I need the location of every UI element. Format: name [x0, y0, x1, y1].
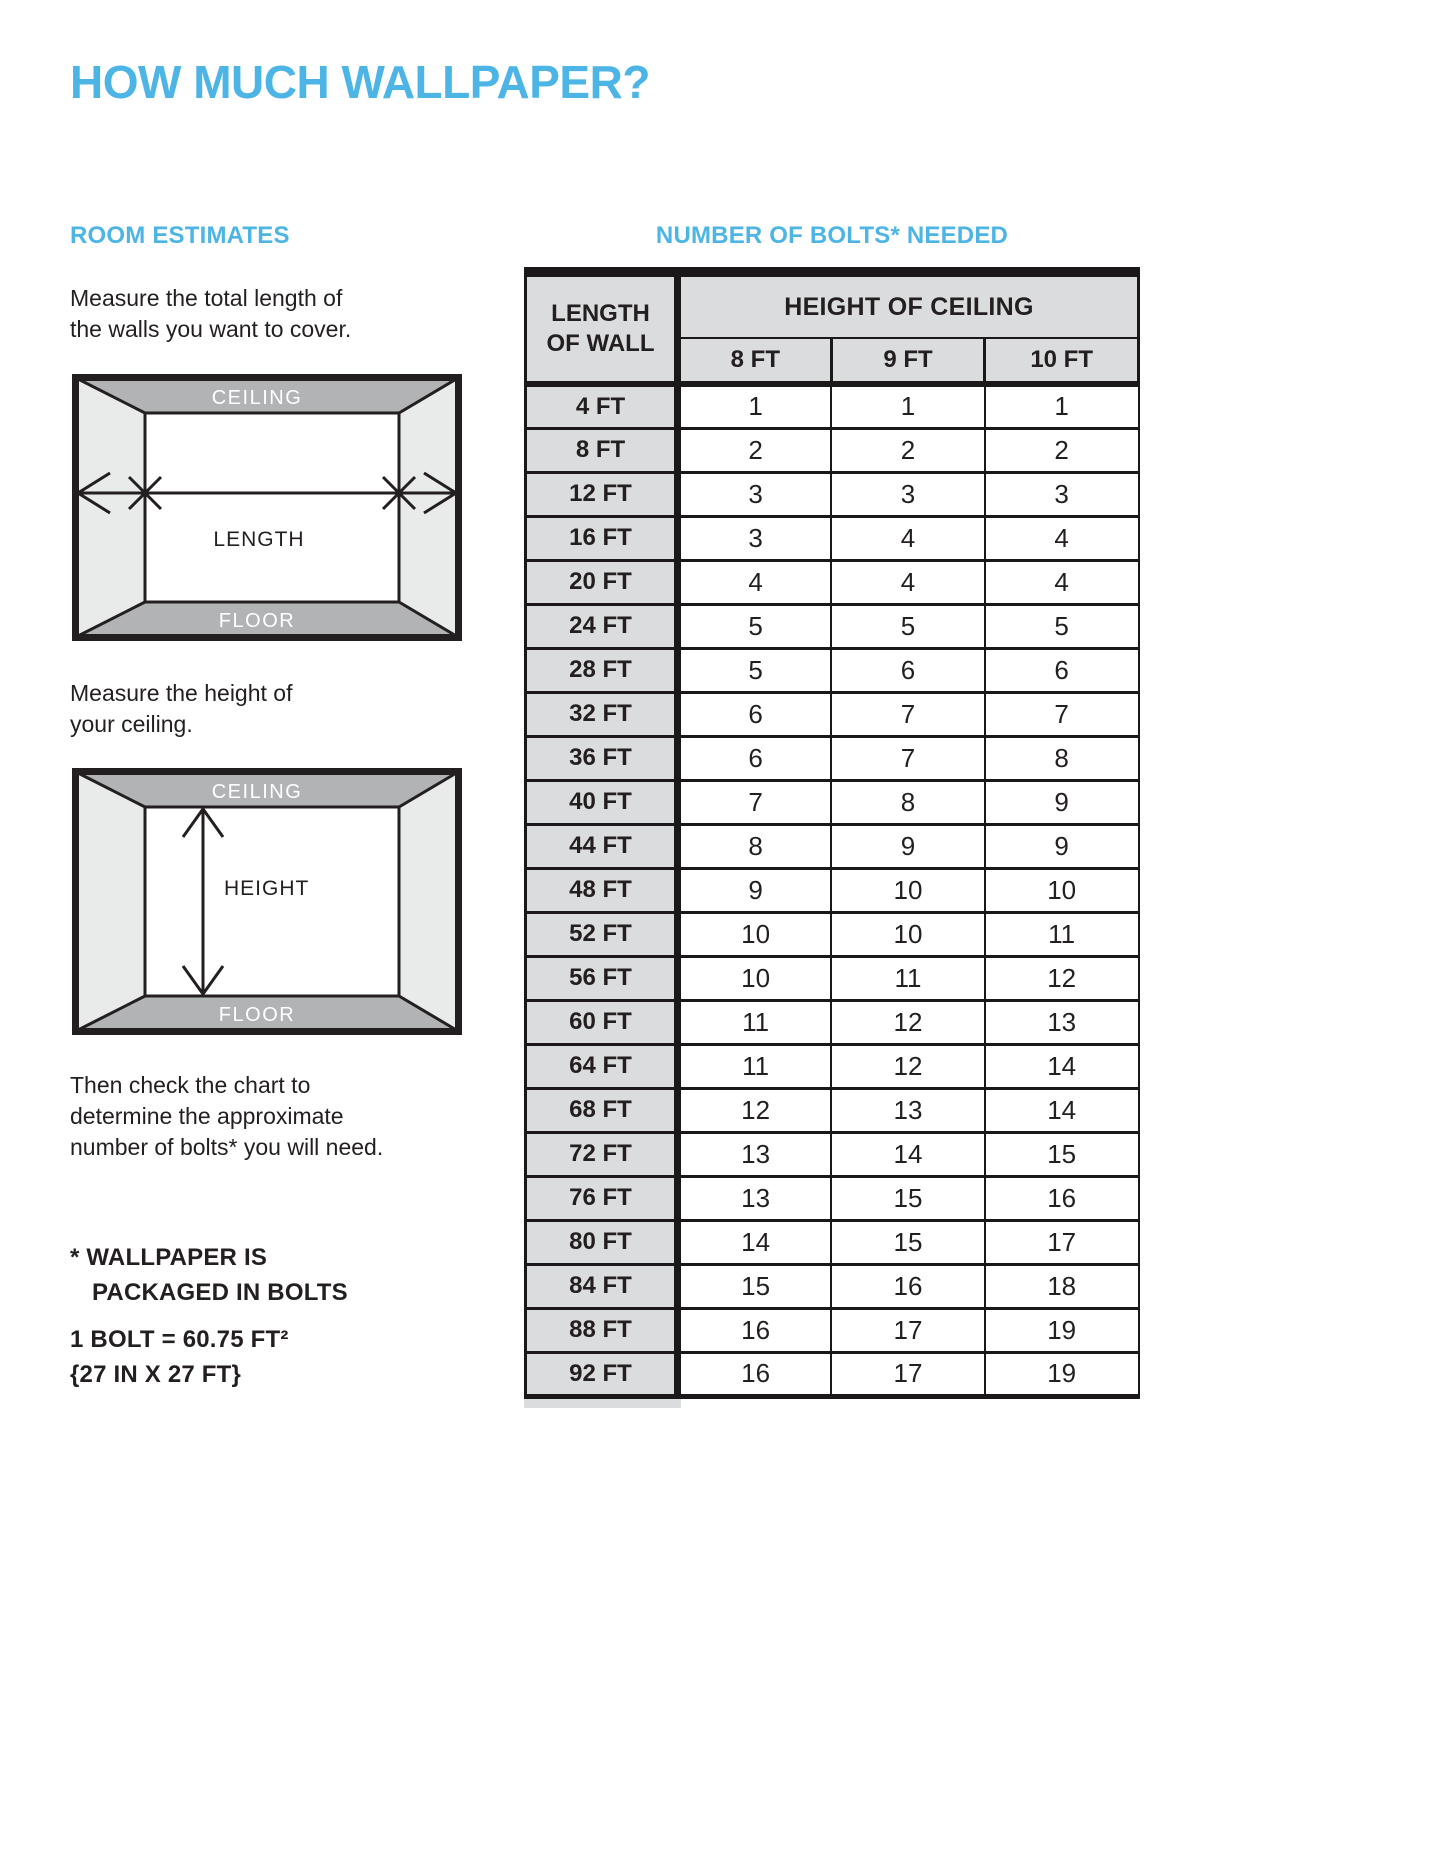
bolts-table-heading: NUMBER OF BOLTS* NEEDED [655, 222, 1009, 249]
row-label-wall-length: 16 FT [526, 516, 678, 560]
instruction-line: Then check the chart to [70, 1072, 311, 1098]
row-label-wall-length: 52 FT [526, 912, 678, 956]
bolt-count-cell: 8 [985, 736, 1139, 780]
table-row [526, 648, 1139, 692]
bolt-count-cell: 1 [678, 384, 832, 428]
bolt-count-cell: 19 [985, 1308, 1139, 1352]
row-label-wall-length: 60 FT [526, 1000, 678, 1044]
bolt-count-cell: 9 [831, 824, 985, 868]
bolt-count-cell: 15 [831, 1220, 985, 1264]
bolt-count-cell: 4 [985, 560, 1139, 604]
table-row [526, 912, 1139, 956]
bolt-count-cell: 16 [678, 1352, 832, 1396]
bolt-count-cell: 13 [831, 1088, 985, 1132]
row-label-wall-length: 24 FT [526, 604, 678, 648]
bolt-count-cell: 16 [831, 1264, 985, 1308]
corner-header-length-of-wall [526, 272, 678, 384]
bolt-count-cell: 13 [678, 1132, 832, 1176]
corner-header-line: LENGTH [551, 300, 650, 327]
instruction-line: number of bolts* you will need. [70, 1134, 384, 1160]
table-row [526, 956, 1139, 1000]
bolt-count-cell: 11 [678, 1000, 832, 1044]
bolt-count-cell: 7 [678, 780, 832, 824]
bolt-count-cell: 4 [678, 560, 832, 604]
bolt-count-cell: 10 [831, 912, 985, 956]
height-label: HEIGHT [224, 877, 310, 900]
bolt-count-cell: 12 [831, 1044, 985, 1088]
footnote-line: * WALLPAPER IS [70, 1244, 268, 1271]
bolt-count-cell: 14 [678, 1220, 832, 1264]
instruction-step-2 [70, 678, 292, 740]
table-row [526, 824, 1139, 868]
bolt-count-cell: 5 [985, 604, 1139, 648]
bolt-count-cell: 8 [678, 824, 832, 868]
instruction-step-1 [70, 283, 351, 345]
table-row [526, 560, 1139, 604]
row-label-wall-length: 32 FT [526, 692, 678, 736]
bolt-count-cell: 3 [831, 472, 985, 516]
table-row [526, 604, 1139, 648]
row-label-wall-length: 84 FT [526, 1264, 678, 1308]
bolt-count-cell: 7 [831, 692, 985, 736]
ceiling-label: CEILING [211, 781, 303, 803]
wallpaper-bolts-footnote [70, 1240, 348, 1310]
instruction-line: Measure the total length of [70, 285, 343, 311]
floor-label: FLOOR [218, 610, 296, 632]
length-label: LENGTH [213, 528, 305, 551]
column-header-8ft: 8 FT [678, 338, 832, 384]
bolt-size-line: {27 IN X 27 FT} [70, 1361, 242, 1388]
bolt-count-cell: 9 [985, 824, 1139, 868]
table-row [526, 1044, 1139, 1088]
bolts-table [524, 267, 1140, 1399]
row-label-wall-length: 20 FT [526, 560, 678, 604]
table-row [526, 1264, 1139, 1308]
table-row [526, 1308, 1139, 1352]
row-label-wall-length: 4 FT [526, 384, 678, 428]
bolt-count-cell: 12 [831, 1000, 985, 1044]
bolt-count-cell: 18 [985, 1264, 1139, 1308]
bolt-count-cell: 9 [985, 780, 1139, 824]
right-wall [399, 378, 458, 637]
bolt-count-cell: 17 [985, 1220, 1139, 1264]
bolt-count-cell: 5 [678, 604, 832, 648]
row-label-wall-length: 80 FT [526, 1220, 678, 1264]
row-label-wall-length: 8 FT [526, 428, 678, 472]
room-estimates-heading: ROOM ESTIMATES [70, 222, 290, 249]
bolt-count-cell: 11 [831, 956, 985, 1000]
table-gray-tail [524, 1399, 681, 1408]
footnote-line: PACKAGED IN BOLTS [92, 1279, 348, 1306]
bolt-count-cell: 2 [678, 428, 832, 472]
bolt-count-cell: 11 [985, 912, 1139, 956]
table-row [526, 1352, 1139, 1396]
bolt-count-cell: 4 [831, 560, 985, 604]
bolt-count-cell: 14 [831, 1132, 985, 1176]
bolt-count-cell: 4 [831, 516, 985, 560]
table-group-header-row [526, 272, 1139, 338]
left-wall [76, 378, 145, 637]
table-row [526, 1132, 1139, 1176]
bolt-count-cell: 10 [678, 956, 832, 1000]
bolt-count-cell: 4 [985, 516, 1139, 560]
instruction-line: the walls you want to cover. [70, 316, 352, 342]
group-header-height-of-ceiling: HEIGHT OF CEILING [678, 272, 1139, 338]
table-row [526, 1176, 1139, 1220]
bolt-count-cell: 13 [678, 1176, 832, 1220]
room-length-diagram [72, 374, 462, 641]
row-label-wall-length: 36 FT [526, 736, 678, 780]
table-row [526, 428, 1139, 472]
bolt-count-cell: 6 [678, 692, 832, 736]
table-row [526, 868, 1139, 912]
bolts-table-body [526, 384, 1139, 1396]
bolt-count-cell: 17 [831, 1352, 985, 1396]
bolt-count-cell: 6 [678, 736, 832, 780]
row-label-wall-length: 44 FT [526, 824, 678, 868]
bolt-count-cell: 12 [985, 956, 1139, 1000]
column-header-9ft: 9 FT [831, 338, 985, 384]
instruction-line: your ceiling. [70, 711, 193, 737]
bolt-count-cell: 15 [831, 1176, 985, 1220]
table-row [526, 736, 1139, 780]
page-title: HOW MUCH WALLPAPER? [70, 56, 650, 108]
table-row [526, 384, 1139, 428]
row-label-wall-length: 76 FT [526, 1176, 678, 1220]
bolt-count-cell: 5 [678, 648, 832, 692]
bolt-count-cell: 16 [678, 1308, 832, 1352]
table-row [526, 472, 1139, 516]
bolt-count-cell: 2 [831, 428, 985, 472]
row-label-wall-length: 28 FT [526, 648, 678, 692]
bolt-count-cell: 5 [831, 604, 985, 648]
bolt-count-cell: 6 [831, 648, 985, 692]
bolt-count-cell: 10 [678, 912, 832, 956]
bolt-count-cell: 7 [831, 736, 985, 780]
instruction-line: Measure the height of [70, 680, 293, 706]
bolt-count-cell: 12 [678, 1088, 832, 1132]
left-wall [76, 772, 145, 1031]
bolt-count-cell: 14 [985, 1044, 1139, 1088]
bolt-count-cell: 13 [985, 1000, 1139, 1044]
bolt-count-cell: 3 [678, 516, 832, 560]
row-label-wall-length: 68 FT [526, 1088, 678, 1132]
back-wall [145, 413, 399, 602]
bolt-count-cell: 1 [985, 384, 1139, 428]
bolt-count-cell: 10 [985, 868, 1139, 912]
bolt-count-cell: 6 [985, 648, 1139, 692]
instruction-line: determine the approximate [70, 1103, 344, 1129]
bolt-count-cell: 14 [985, 1088, 1139, 1132]
bolt-count-cell: 1 [831, 384, 985, 428]
bolt-count-cell: 2 [985, 428, 1139, 472]
bolt-count-cell: 3 [985, 472, 1139, 516]
column-header-10ft: 10 FT [985, 338, 1139, 384]
bolt-count-cell: 16 [985, 1176, 1139, 1220]
bolt-count-cell: 10 [831, 868, 985, 912]
bolt-count-cell: 15 [985, 1132, 1139, 1176]
table-row [526, 516, 1139, 560]
floor-label: FLOOR [218, 1004, 296, 1026]
bolt-count-cell: 9 [678, 868, 832, 912]
bolt-count-cell: 8 [831, 780, 985, 824]
bolt-size-line: 1 BOLT = 60.75 FT² [70, 1326, 289, 1353]
bolt-count-cell: 3 [678, 472, 832, 516]
row-label-wall-length: 92 FT [526, 1352, 678, 1396]
bolt-size-note [70, 1322, 289, 1392]
bolts-table-container [524, 267, 1140, 1399]
row-label-wall-length: 64 FT [526, 1044, 678, 1088]
right-wall [399, 772, 458, 1031]
row-label-wall-length: 40 FT [526, 780, 678, 824]
bolt-count-cell: 11 [678, 1044, 832, 1088]
row-label-wall-length: 72 FT [526, 1132, 678, 1176]
bolt-count-cell: 7 [985, 692, 1139, 736]
row-label-wall-length: 12 FT [526, 472, 678, 516]
table-row [526, 1000, 1139, 1044]
corner-header-line: OF WALL [546, 330, 655, 357]
table-row [526, 1220, 1139, 1264]
table-row [526, 692, 1139, 736]
table-row [526, 780, 1139, 824]
ceiling-label: CEILING [211, 387, 303, 409]
row-label-wall-length: 88 FT [526, 1308, 678, 1352]
bolt-count-cell: 15 [678, 1264, 832, 1308]
bolt-count-cell: 17 [831, 1308, 985, 1352]
bolt-count-cell: 19 [985, 1352, 1139, 1396]
instruction-step-3 [70, 1070, 383, 1163]
room-height-diagram [72, 768, 462, 1035]
row-label-wall-length: 56 FT [526, 956, 678, 1000]
row-label-wall-length: 48 FT [526, 868, 678, 912]
table-row [526, 1088, 1139, 1132]
